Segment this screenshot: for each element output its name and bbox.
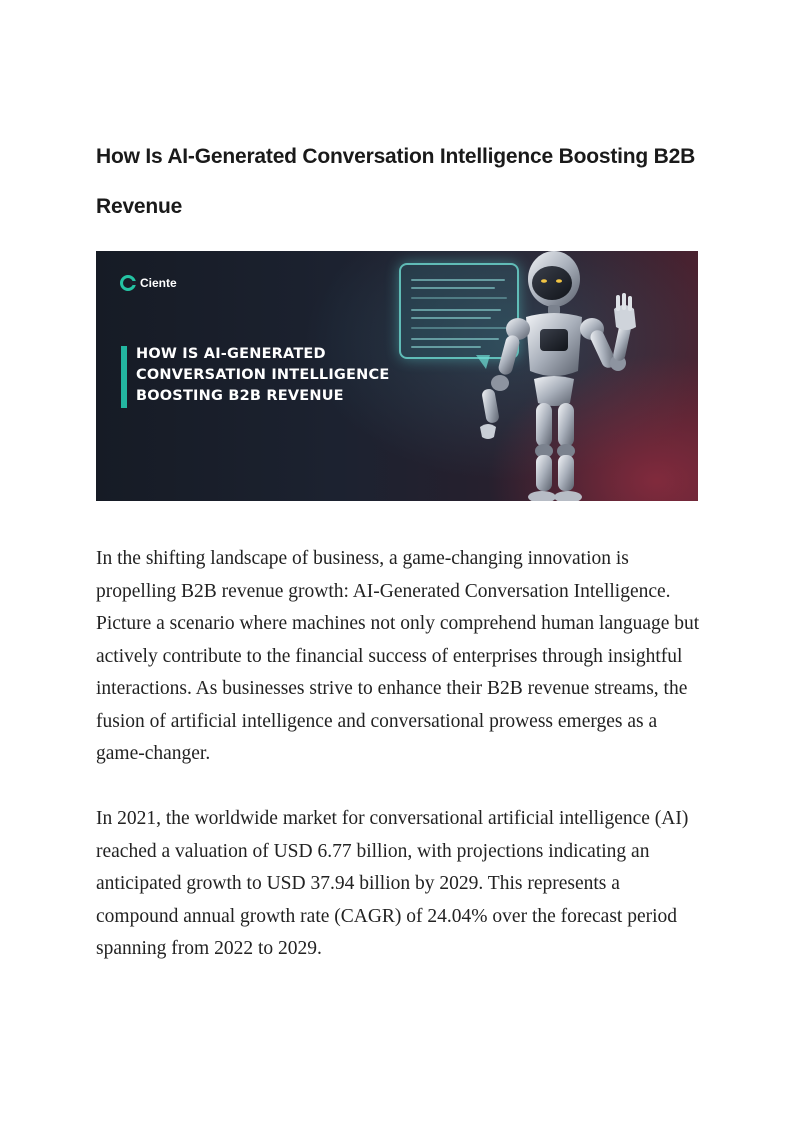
banner-headline: HOW IS AI-GENERATED CONVERSATION INTELLIGENCE BOOSTING B2B REVENUE — [136, 346, 390, 404]
brand-name: Ciente — [140, 276, 177, 290]
article-body — [96, 543, 701, 998]
title-line-2: Revenue — [96, 195, 183, 218]
paragraph-intro: In the shifting landscape of business, a game-changing innovation is propelling B2B revenue growth: AI-Generated Conversation Intelligence. Picture a scenario where machines not only comprehend human language but actively contribute to the financial success of enterprises through insightful interactions. As businesses strive to enhance their B2B revenue streams, the fusion of artificial intelligence and conversational prowess emerges as a game-changer. — [96, 548, 700, 764]
paragraph-market-stats: In 2021, the worldwide market for conversational artificial intelligence (AI) reached a valuation of USD 6.77 billion, with projections indicating an anticipated growth to USD 37.94 billion by 2029. This represents a compound annual growth rate (CAGR) of 24.04% over the forecast period spanning from 2022 to 2029. — [96, 808, 689, 959]
robot-illustration — [476, 251, 698, 501]
brand-logo — [120, 275, 177, 291]
ciente-logo-icon — [120, 275, 136, 291]
headline-accent-bar — [121, 346, 127, 408]
page-title — [96, 132, 716, 232]
hero-banner-image — [96, 251, 698, 501]
title-line-1: How Is AI-Generated Conversation Intelligence Boosting B2B — [96, 145, 696, 168]
